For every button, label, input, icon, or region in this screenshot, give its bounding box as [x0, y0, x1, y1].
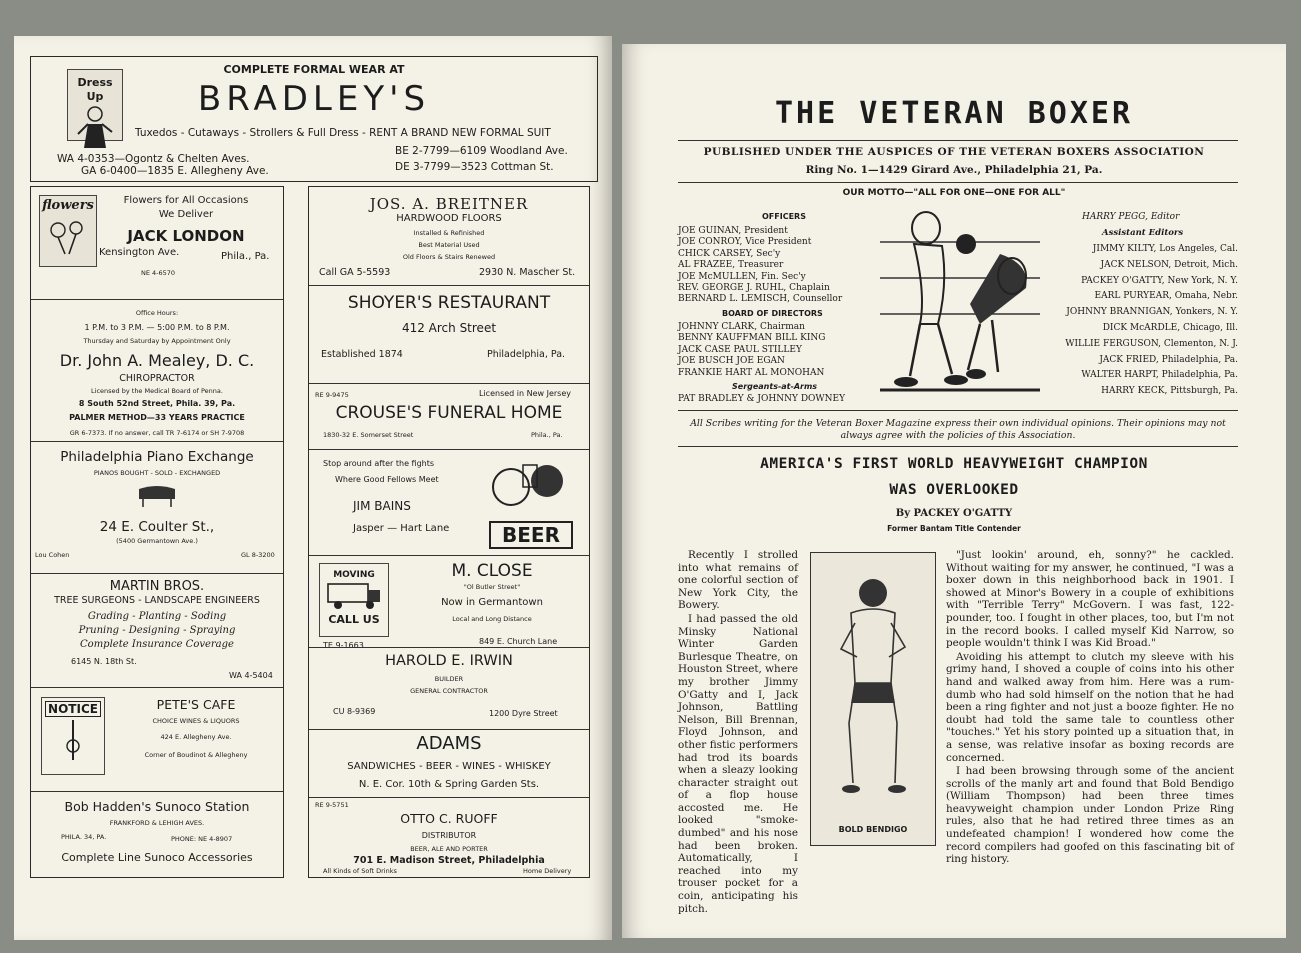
editor-name: HARRY PEGG, Editor: [1082, 212, 1180, 222]
hadden-phone: PHONE: NE 4-8907: [171, 835, 233, 843]
petes-l3: Corner of Boudinot & Allegheny: [144, 751, 248, 759]
jack-london-address: Kensington Ave.: [99, 247, 180, 258]
jack-london-phone: NE 4-6570: [141, 269, 176, 277]
piano-services: PIANOS BOUGHT - SOLD - EXCHANGED: [93, 469, 221, 477]
masthead-title: THE VETERAN BOXER: [774, 96, 1134, 131]
flowers-badge: flowers: [42, 198, 94, 213]
bradleys-services: Tuxedos - Cutaways - Strollers & Full Dress - RENT A BRAND NEW FORMAL SUIT: [135, 127, 551, 139]
breitner-address: 2930 N. Mascher St.: [479, 267, 576, 278]
board-heading: BOARD OF DIRECTORS: [722, 309, 823, 318]
officer-item: BERNARD L. LEMISCH, Counsellor: [678, 294, 843, 305]
petes-l2: 424 E. Allegheny Ave.: [160, 733, 232, 741]
assistant-editor-item: PACKEY O'GATTY, New York, N. Y.: [1081, 275, 1238, 286]
mealey-title: CHIROPRACTOR: [119, 373, 195, 384]
breitner-l3: Old Floors & Stairs Renewed: [402, 253, 496, 261]
mealey-name: Dr. John A. Mealey, D. C.: [59, 351, 255, 370]
bradleys-name: BRADLEY'S: [197, 79, 431, 119]
ad-adams: [309, 731, 589, 801]
ad-hadden-sunoco: [31, 793, 283, 877]
breitner-sub: HARDWOOD FLOORS: [396, 213, 502, 224]
article-headline-1: AMERICA'S FIRST WORLD HEAVYWEIGHT CHAMPION: [760, 456, 1148, 472]
jack-london-name: JACK LONDON: [127, 227, 245, 245]
bradleys-phone2: WA 4-0353—Ogontz & Chelten Aves.: [57, 153, 250, 165]
piano-sub: (5400 Germantown Ave.): [116, 537, 198, 545]
crouse-phone: RE 9-9475: [315, 391, 349, 399]
piano-phone: GL 8-3200: [241, 551, 275, 559]
officers-heading: OFFICERS: [762, 212, 806, 221]
moving-badge: MOVING: [333, 570, 375, 580]
hadden-l3: Complete Line Sunoco Accessories: [61, 851, 253, 864]
adams-l2: N. E. Cor. 10th & Spring Garden Sts.: [358, 779, 540, 790]
notice-badge: NOTICE: [45, 701, 101, 717]
jack-london-city: Phila., Pa.: [221, 251, 270, 262]
mealey-licensed: Licensed by the Medical Board of Penna.: [91, 387, 223, 395]
martin-sub: TREE SURGEONS - LANDSCAPE ENGINEERS: [54, 595, 260, 606]
mealey-phones: GR 6-7373. If no answer, call TR 7-6174 or SH 7-9708: [69, 429, 245, 437]
bains-name: JIM BAINS: [353, 499, 411, 513]
bold-bendigo-photo: [810, 552, 936, 846]
left-ad-column: [30, 186, 284, 878]
boxer-portrait-icon: [811, 553, 935, 815]
ad-otto-ruoff: [309, 799, 589, 877]
bradleys-tagline: COMPLETE FORMAL WEAR AT: [223, 63, 405, 76]
moving-illustration: [319, 563, 389, 637]
mealey-hours: 1 P.M. to 3 P.M. — 5:00 P.M. to 8 P.M.: [84, 323, 230, 332]
sergeants-heading: Sergeants-at-Arms: [732, 382, 818, 391]
article-column-1: [678, 549, 798, 916]
crouse-licensed: Licensed in New Jersey: [479, 389, 572, 398]
officer-item: JOE GUINAN, President: [678, 226, 788, 236]
board-member-item: JOHNNY CLARK, Chairman: [678, 322, 805, 332]
breitner-l2: Best Material Used: [418, 241, 480, 249]
close-l2: Local and Long Distance: [452, 615, 532, 623]
editors-list: [1052, 242, 1238, 400]
sign-hand-icon: [45, 720, 101, 764]
ad-breitner: [309, 187, 589, 283]
article-byline: By PACKEY O'GATTY: [895, 508, 1013, 519]
martin-address: 6145 N. 18th St.: [71, 657, 137, 666]
assistant-editor-item: JOHNNY BRANNIGAN, Yonkers, N. Y.: [1066, 307, 1238, 318]
notice-illustration: [41, 697, 105, 775]
shoyer-name: SHOYER'S RESTAURANT: [347, 293, 551, 313]
adams-l1: SANDWICHES - BEER - WINES - WHISKEY: [347, 761, 551, 772]
ad-bradleys: [30, 56, 598, 182]
gentleman-icon: [70, 104, 120, 150]
shoyer-address: 412 Arch Street: [401, 321, 497, 335]
mealey-address: 8 South 52nd Street, Phila. 39, Pa.: [78, 399, 236, 408]
right-ad-column: [308, 186, 590, 878]
article-paragraph: "Just lookin' around, eh, sonny?" he cackled. Without waiting for my answer, he continued, "I was a boxer down in this neighborhood back in 1901. I showed at Minor's Bowery in a couple of exhibitions with "Terrible Terry" McGovern. I was fast, 122-pounder, too. I fought in other places, too, but I'm not in the record books. I called myself Kid Narrow, so people wouldn't think I was Kid Broad.": [946, 549, 1234, 650]
masthead-motto: OUR MOTTO—"ALL FOR ONE—ONE FOR ALL": [842, 188, 1066, 198]
ad-piano-exchange: [31, 443, 283, 571]
photo-caption: BOLD BENDIGO: [838, 825, 908, 834]
irwin-name: HAROLD E. IRWIN: [385, 653, 513, 669]
assistant-editor-item: WALTER HARPT, Philadelphia, Pa.: [1081, 370, 1238, 381]
board-member-item: FRANKIE HART AL MONOHAN: [678, 367, 825, 378]
flowers-illustration: [39, 195, 97, 267]
crouse-city: Phila., Pa.: [531, 431, 563, 439]
ad-jim-bains: [309, 451, 589, 553]
assistant-editor-item: WILLIE FERGUSON, Clementon, N. J.: [1065, 338, 1238, 349]
dress-up-illustration: [67, 69, 123, 141]
close-name: M. CLOSE: [451, 561, 533, 581]
masthead-ring: Ring No. 1—1429 Girard Ave., Philadelphia 21, Pa.: [805, 164, 1103, 176]
piano-name: Philadelphia Piano Exchange: [60, 449, 254, 465]
close-sub: "Ol Butler Street": [463, 583, 521, 591]
martin-l1: Grading - Planting - Soding: [87, 611, 227, 622]
officer-item: JOE McMULLEN, Fin. Sec'y: [678, 271, 806, 282]
piano-icon: [135, 483, 179, 509]
ad-jack-london: [31, 187, 283, 297]
crouse-address: 1830-32 E. Somerset Street: [323, 431, 414, 439]
close-address: 849 E. Church Lane: [479, 637, 558, 646]
jack-london-line1: Flowers for All Occasions: [123, 195, 249, 206]
irwin-sub2: GENERAL CONTRACTOR: [410, 687, 488, 695]
piano-contact: Lou Cohen: [35, 551, 70, 559]
breitner-l1: Installed & Refinished: [413, 229, 485, 237]
bradleys-phone1: BE 2-7799—6109 Woodland Ave.: [395, 145, 568, 157]
ruoff-sub: DISTRIBUTOR: [421, 831, 477, 840]
article-paragraph: I had passed the old Minsky National Winter Garden Burlesque Theatre, on Houston Street, where my brother Jimmy O'Gatty and I, Jack Johnson, Battling Nelson, Bill Brennan, Floyd Johnson, and other fistic performers had trod its boards when a sleazy looking character straight out of a flop house accosted me. He looked "smoke-dumbed" and his nose had been broken. Automatically, I reached into my trouser pocket for a coin, anticipating his pitch.: [678, 612, 798, 915]
ruoff-l2: 701 E. Madison Street, Philadelphia: [353, 855, 545, 866]
article-paragraph: I had been browsing through some of the ancient scrolls of the manly art and found that Bold Bendigo (William Thompson) had been three times heavyweight champion under London Prize Ring rules, also that he had retired three times as an undefeated champion! I wondered how come the record compilers had goofed on this fascinating bit of ring history.: [946, 765, 1234, 866]
hadden-l1: FRANKFORD & LEHIGH AVES.: [109, 819, 205, 827]
ruoff-l1: BEER, ALE AND PORTER: [410, 845, 488, 853]
crouse-name: CROUSE'S FUNERAL HOME: [335, 403, 563, 423]
ad-crouse: [309, 385, 589, 455]
ruoff-l4: Home Delivery: [523, 867, 572, 875]
assistant-editor-item: HARRY KECK, Pittsburgh, Pa.: [1101, 386, 1238, 397]
ad-mealey: [31, 301, 283, 421]
ad-shoyer: [309, 287, 589, 381]
piano-address: 24 E. Coulter St.,: [99, 519, 215, 535]
close-l1: Now in Germantown: [441, 597, 543, 608]
petes-name: PETE'S CAFE: [156, 697, 236, 712]
masthead-published: PUBLISHED UNDER THE AUSPICES OF THE VETERAN BOXERS ASSOCIATION: [703, 146, 1205, 158]
assistant-editor-item: DICK McARDLE, Chicago, Ill.: [1102, 322, 1238, 333]
article-column-2: [946, 549, 1234, 867]
assistant-editor-item: JACK NELSON, Detroit, Mich.: [1100, 259, 1238, 270]
hadden-name: Bob Hadden's Sunoco Station: [64, 799, 250, 814]
bradleys-phone3: GA 6-0400—1835 E. Allegheny Ave.: [81, 165, 269, 177]
martin-phone: WA 4-5404: [229, 671, 273, 680]
jack-london-line2: We Deliver: [158, 209, 214, 220]
ad-m-close: [309, 557, 589, 657]
board-list: [678, 322, 825, 379]
close-phone: TE 9-1663: [323, 641, 364, 650]
breitner-phone: Call GA 5-5593: [319, 267, 391, 278]
ad-harold-irwin: [309, 649, 589, 727]
shoyer-est: Established 1874: [321, 349, 403, 360]
officer-item: JOE CONROY, Vice President: [678, 237, 812, 248]
officers-list: [678, 226, 842, 306]
assistant-editor-item: JACK FRIED, Philadelphia, Pa.: [1099, 354, 1238, 365]
beer-badge: BEER: [489, 521, 573, 549]
ruoff-name: OTTO C. RUOFF: [400, 811, 498, 826]
bains-l2: Where Good Fellows Meet: [335, 475, 439, 484]
board-member-item: JOE BUSCH JOE EGAN: [678, 356, 785, 367]
flower-icon: [43, 216, 93, 256]
beer-illustration: [481, 455, 577, 549]
bains-sub: Jasper — Hart Lane: [353, 523, 450, 534]
irwin-address: 1200 Dyre Street: [489, 709, 558, 718]
breitner-name: JOS. A. BREITNER: [369, 195, 529, 213]
officer-item: CHICK CARSEY, Sec'y: [678, 248, 781, 259]
bradleys-phone4: DE 3-7799—3523 Cottman St.: [395, 161, 554, 173]
hadden-city: PHILA. 34, PA.: [61, 833, 107, 841]
board-member-item: BENNY KAUFFMAN BILL KING: [678, 333, 826, 344]
ruoff-l3: All Kinds of Soft Drinks: [323, 867, 397, 875]
martin-name: MARTIN BROS.: [109, 579, 205, 594]
irwin-sub: BUILDER: [434, 675, 464, 683]
call-us-badge: CALL US: [328, 613, 380, 626]
assistant-editor-item: EARL PURYEAR, Omaha, Nebr.: [1094, 291, 1238, 302]
officer-item: REV. GEORGE J. RUHL, Chaplain: [678, 283, 830, 294]
mealey-hours-label: Office Hours:: [135, 309, 179, 317]
disclaimer: All Scribes writing for the Veteran Boxer Magazine express their own individual opinions. Their opinions may not always agree with the policies of this Association.: [690, 418, 1226, 441]
bains-l1: Stop around after the fights: [323, 459, 435, 468]
martin-l2: Pruning - Designing - Spraying: [78, 625, 236, 636]
article-paragraph: Recently I strolled into what remains of one colorful section of New York City, the Bowery.: [678, 549, 798, 612]
left-page: [14, 36, 612, 940]
ad-martin-bros: [31, 575, 283, 685]
editors-heading: Assistant Editors: [1102, 228, 1184, 238]
petes-l1: CHOICE WINES & LIQUORS: [152, 717, 240, 725]
sergeants-names: PAT BRADLEY & JOHNNY DOWNEY: [678, 394, 846, 404]
right-page: [622, 44, 1286, 938]
assistant-editor-item: JIMMY KILTY, Los Angeles, Cal.: [1092, 244, 1238, 254]
irwin-phone: CU 8-9369: [333, 707, 376, 716]
adams-name: ADAMS: [416, 733, 482, 754]
moving-truck-icon: [324, 580, 384, 610]
ad-petes-cafe: [31, 689, 283, 789]
boxers-cartoon-illustration: [880, 204, 1040, 400]
dress-up-badge: Dress Up: [77, 76, 113, 103]
martin-l3: Complete Insurance Coverage: [80, 639, 234, 650]
board-member-item: JACK CASE PAUL STILLEY: [678, 344, 802, 355]
shoyer-city: Philadelphia, Pa.: [487, 349, 566, 360]
ruoff-phone: RE 9-5751: [315, 801, 349, 809]
drinking-men-icon: [481, 455, 577, 525]
officer-item: AL FRAZEE, Treasurer: [678, 260, 784, 271]
article-paragraph: Avoiding his attempt to clutch my sleeve with his grimy hand, I shoved a couple of coins into his other hand and walked away from him. Here was a rum-dumb who had sold himself on the notion that he had been a ring fighter and not just a booze fighter. He no doubt had told the same tale to countless other "touches." Yet his story pointed up a situation that, in a sense, was relative insofar as boxing records are concerned.: [946, 650, 1234, 764]
article-byline-sub: Former Bantam Title Contender: [887, 524, 1021, 533]
mealey-appt: Thursday and Saturday by Appointment Only: [83, 337, 231, 345]
mealey-method: PALMER METHOD—33 YEARS PRACTICE: [69, 413, 245, 422]
article-headline-2: WAS OVERLOOKED: [889, 482, 1019, 498]
